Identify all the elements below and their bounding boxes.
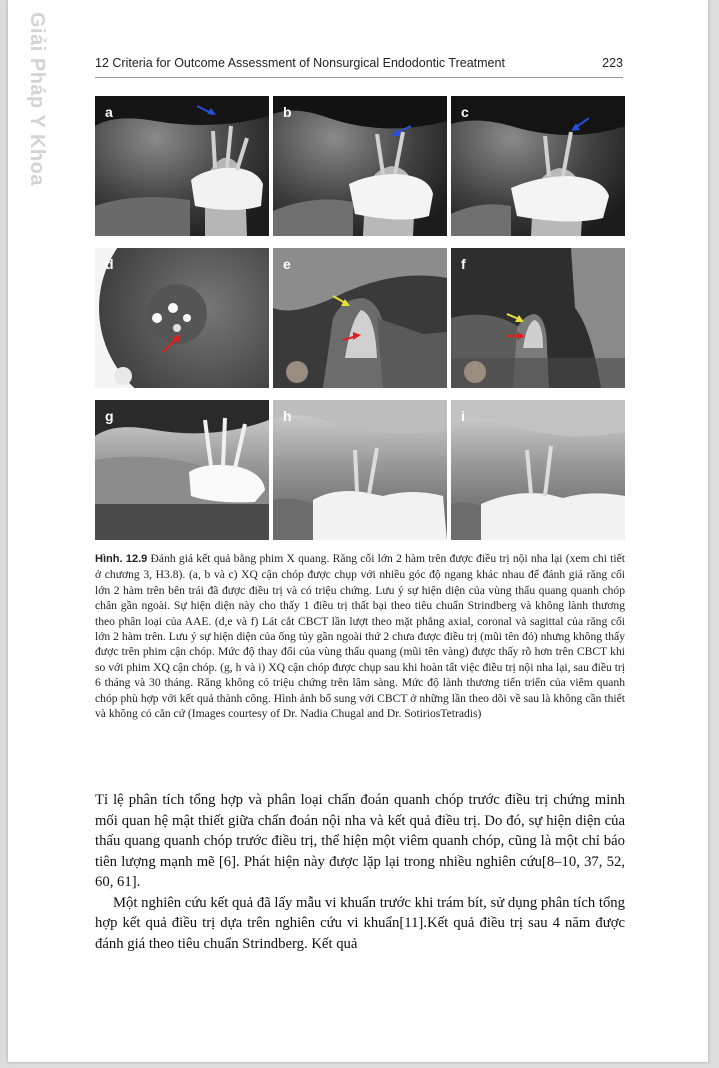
paragraph-2: Một nghiên cứu kết quả đã lấy mẫu vi khuẩn trước khi trám bít, sử dụng phân tích tổng hợp kết quả điều trị dựa trên nghiên cứu vi khuẩn[11].Kết quả điều trị sau 4 năm được đánh giá theo tiêu chuẩn Strindberg. Kết quả: [95, 894, 625, 952]
panel-h: [273, 400, 447, 540]
cbct-coronal-e: [273, 248, 447, 388]
body-text: [95, 790, 625, 954]
running-header: [95, 56, 623, 74]
panel-label: c: [461, 104, 469, 120]
panel-label: b: [283, 104, 292, 120]
cbct-axial-d: [95, 248, 269, 388]
paragraph-1: Tỉ lệ phân tích tổng hợp và phân loại chẩn đoán quanh chóp trước điều trị chứng minh mối quan hệ mật thiết giữa chẩn đoán nội nha và kết quả điều trị. Do đó, sự hiện diện của thấu quang quanh chóp trước điều trị, thể hiện một viêm quanh chóp, cũng là một chỉ báo tiên lượng mạnh mẽ [6]. Phát hiện này được lặp lại trong nhiều nghiên cứu[8–10, 37, 52, 60, 61].: [95, 792, 625, 890]
watermark-text: Giải Pháp Y Khoa: [26, 12, 48, 186]
panel-b: [273, 96, 447, 236]
radiograph-a: [95, 96, 269, 236]
header-rule: [95, 77, 623, 78]
radiograph-c: [451, 96, 625, 236]
panel-label: a: [105, 104, 113, 120]
radiograph-h: [273, 400, 447, 540]
radiograph-g: [95, 400, 269, 540]
panel-label: h: [283, 408, 292, 424]
caption-label: Hình. 12.9: [95, 553, 148, 565]
watermark: [22, 12, 52, 186]
panel-label: d: [105, 256, 114, 272]
panel-label: g: [105, 408, 114, 424]
page-number: 223: [602, 56, 623, 70]
panel-label: i: [461, 408, 465, 424]
figure-caption: [95, 551, 625, 721]
panel-i: [451, 400, 625, 540]
panel-g: [95, 400, 269, 540]
radiograph-i: [451, 400, 625, 540]
panel-a: [95, 96, 269, 236]
panel-label: f: [461, 256, 466, 272]
panel-c: [451, 96, 625, 236]
panel-e: [273, 248, 447, 388]
figure-grid: [95, 96, 624, 540]
panel-d: [95, 248, 269, 388]
panel-label: e: [283, 256, 291, 272]
cbct-sagittal-f: [451, 248, 625, 388]
radiograph-b: [273, 96, 447, 236]
caption-text: Đánh giá kết quả bằng phim X quang. Răng cối lớn 2 hàm trên được điều trị nội nha lại (xem chi tiết ở chương 3, H3.8). (a, b và c) XQ cận chóp được chụp với nhiều góc độ ngang khác nhau để đánh giá răng cối lớn 2 hàm trên bên trái đã được điều trị và có triệu chứng. Lưu ý sự hiện diện của vùng thấu quang quanh chóp chân gần ngoài. Sự hiện diện này cho thấy 1 điều trị thất bại theo tiêu chuẩn Strindberg và không lành thương theo phân loại của AAE. (d,e và f) Lát cắt CBCT lần lượt theo mặt phẳng axial, coronal và sagittal của răng cối lớn 2 hàm trên. Lưu ý sự hiện diện của ống tủy gần ngoài thứ 2 chưa được điều trị (mũi tên đỏ) nhưng không thấy được trên phim cận chóp. Mức độ thay đổi của vùng thấu quang (mũi tên vàng) được thấy rõ hơn trên CBCT khi so với phim XQ cận chóp. (g, h và i) XQ cận chóp được chụp sau khi hoàn tất việc điều trị nội nha lại, sau điều trị 6 tháng và 30 tháng. Răng không có triệu chứng trên lâm sàng. Mức độ lành thương tiến triển của viêm quanh chóp phù hợp với kết quả thành công. Hình ảnh bổ sung với CBCT ở những lần theo dõi về sau là không cần thiết và không có căn cứ (Images courtesy of Dr. Nadia Chugal and Dr. SotiriosTetradis): [95, 552, 625, 721]
panel-f: [451, 248, 625, 388]
chapter-title: 12 Criteria for Outcome Assessment of Nonsurgical Endodontic Treatment: [95, 56, 505, 70]
